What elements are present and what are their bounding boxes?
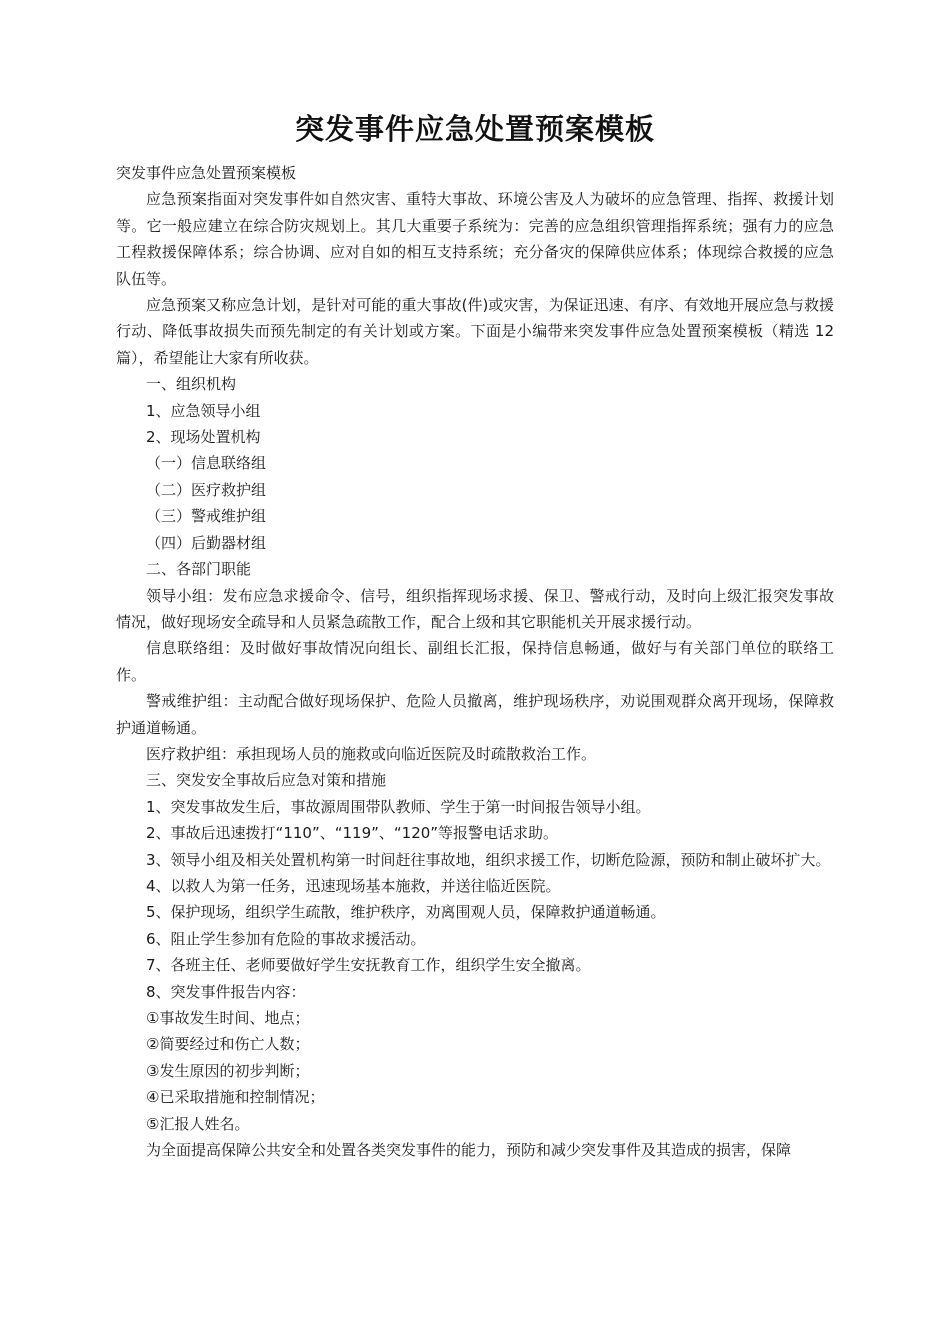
paragraph: 应急预案又称应急计划，是针对可能的重大事故(件)或灾害，为保证迅速、有序、有效地开展应急与救援行动、降低事故损失而预先制定的有关计划或方案。下面是小编带来突发事件应急处置预案模板（精选 12 篇），希望能让大家有所收获。 — [116, 296, 834, 367]
paragraph: ③发生原因的初步判断； — [146, 1061, 310, 1080]
paragraph: 一、组织机构 — [146, 375, 237, 394]
paragraph: 2、现场处置机构 — [146, 428, 261, 447]
paragraph: 7、各班主任、老师要做好学生安抚教育工作，组织学生安全撤离。 — [146, 956, 591, 975]
paragraph: 为全面提高保障公共安全和处置各类突发事件的能力，预防和减少突发事件及其造成的损害，保障 — [146, 1141, 792, 1160]
paragraph: （四）后勤器材组 — [146, 533, 267, 552]
document-body — [116, 160, 834, 1163]
paragraph: 二、各部门职能 — [146, 560, 252, 579]
paragraph: ①事故发生时间、地点； — [146, 1009, 310, 1027]
paragraph: 2、事故后迅速拨打“110”、“119”、“120”等报警电话求助。 — [146, 824, 559, 843]
paragraph: （三）警戒维护组 — [146, 507, 267, 526]
paragraph: ④已采取措施和控制情况； — [146, 1088, 325, 1107]
paragraph: 8、突发事件报告内容： — [146, 982, 306, 1001]
paragraph: 1、突发事故发生后，事故源周围带队教师、学生于第一时间报告领导小组。 — [146, 797, 651, 816]
paragraph: 突发事件应急处置预案模板 — [116, 164, 297, 182]
paragraph: 6、阻止学生参加有危险的事故求援活动。 — [146, 929, 426, 948]
paragraph: 医疗救护组：承担现场人员的施救或向临近医院及时疏散救治工作。 — [146, 744, 597, 763]
paragraph: 信息联络组：及时做好事故情况向组长、副组长汇报，保持信息畅通，做好与有关部门单位的联络工作。 — [116, 639, 834, 684]
paragraph: ②简要经过和伤亡人数； — [146, 1035, 310, 1054]
paragraph: 应急预案指面对突发事件如自然灾害、重特大事故、环境公害及人为破坏的应急管理、指挥、救援计划等。它一般应建立在综合防灾规划上。其几大重要子系统为：完善的应急组织管理指挥系统；强有力的应急工程救援保障体系；综合协调、应对自如的相互支持系统；充分备灾的保障供应体系；体现综合救援的应急队伍等。 — [116, 190, 834, 288]
document-title: 突发事件应急处置预案模板 — [294, 112, 655, 147]
paragraph: （二）医疗救护组 — [146, 480, 267, 499]
paragraph: （一）信息联络组 — [146, 454, 267, 473]
paragraph: 警戒维护组：主动配合做好现场保护、危险人员撤离，维护现场秩序，劝说围观群众离开现场，保障救护通道畅通。 — [116, 692, 834, 737]
paragraph: ⑤汇报人姓名。 — [146, 1114, 250, 1133]
paragraph: 5、保护现场，组织学生疏散，维护秩序，劝离围观人员，保障救护通道畅通。 — [146, 903, 666, 922]
paragraph: 三、突发安全事故后应急对策和措施 — [146, 771, 387, 790]
paragraph: 领导小组：发布应急求援命令、信号，组织指挥现场求援、保卫、警戒行动，及时向上级汇报突发事故情况，做好现场安全疏导和人员紧急疏散工作，配合上级和其它职能机关开展求援行动。 — [116, 586, 834, 631]
paragraph: 4、以救人为第一任务，迅速现场基本施救，并送往临近医院。 — [146, 876, 561, 895]
paragraph: 3、领导小组及相关处置机构第一时间赶往事故地，组织求援工作，切断危险源，预防和制止破坏扩大。 — [146, 850, 831, 869]
paragraph: 1、应急领导小组 — [146, 401, 261, 420]
